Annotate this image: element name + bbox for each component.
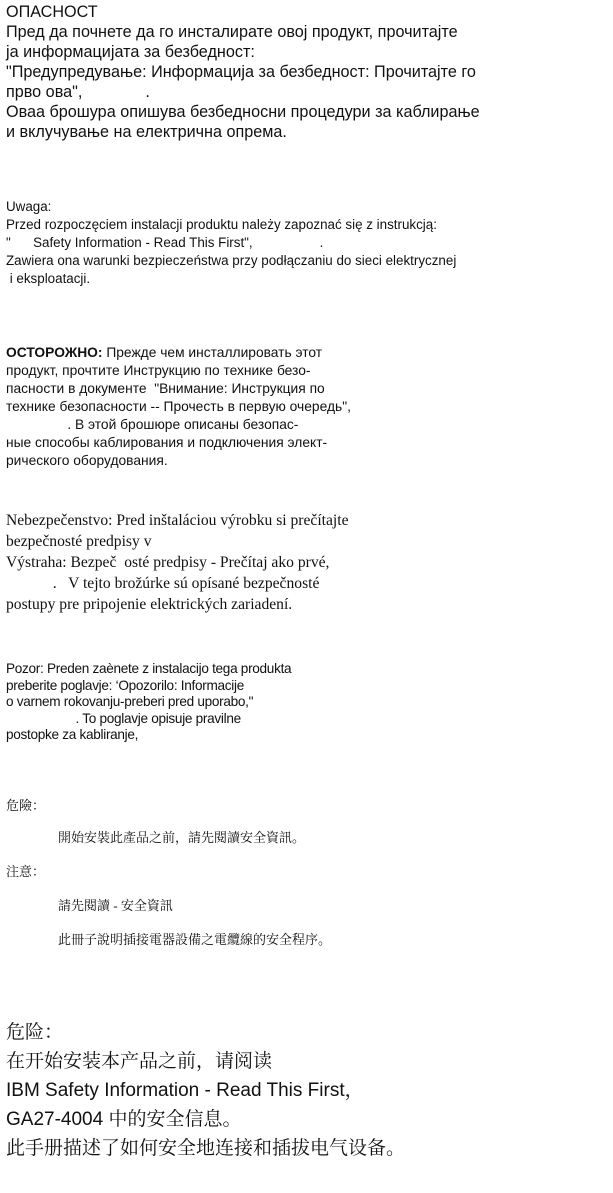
macedonian-line: Оваа брошура опишува безбедносни процедури за каблирање (6, 103, 480, 121)
macedonian-line: и вклучување на електрична опрема. (6, 123, 287, 141)
tc-booklet-text: 此冊子說明插接電器設備之電纜線的安全程序。 (58, 932, 332, 947)
russian-line: . В этой брошюре описаны безопас- (6, 417, 299, 432)
slovak-notice (6, 510, 609, 615)
polish-line: i eksploatacji. (6, 271, 91, 286)
slovenian-notice (6, 661, 609, 744)
polish-line: " Safety Information - Read This First", . (6, 235, 324, 250)
russian-label: ОСТОРОЖНО: (6, 345, 103, 360)
russian-first-line (6, 344, 609, 362)
macedonian-line: ја информацијата за безбедност: (6, 43, 255, 61)
macedonian-line: "Предупредување: Информација за безбедност: Прочитајте го (6, 63, 476, 81)
polish-notice (6, 198, 609, 288)
polish-heading: Uwaga: (6, 199, 52, 214)
russian-notice (6, 344, 609, 470)
tc-danger-text: 開始安裝此產品之前，請先閱讀安全資訊。 (58, 830, 306, 845)
slovenian-line: o varnem rokovanju-preberi pred uporabo," (6, 694, 254, 709)
tc-danger-label: 危險： (6, 798, 46, 813)
macedonian-heading: ОПАСНОСТ (6, 3, 98, 21)
macedonian-line: прво ова", . (6, 83, 150, 101)
russian-first-line-text: Прежде чем инсталлировать этот (102, 345, 323, 360)
slovenian-line: preberite poglavje: ‘Opozorilo: Informacije (6, 677, 244, 693)
russian-line: ные способы каблирования и подключения элект- (6, 435, 328, 450)
tc-caution-label: 注意： (6, 864, 46, 879)
sc-line: 此手册描述了如何安全地连接和插拔电气设备。 (6, 1138, 406, 1159)
russian-line: продукт, прочтите Инструкцию по технике безо- (6, 363, 311, 378)
slovenian-line: Pozor: Preden zaènete z instalacijo tega produkta (6, 661, 292, 676)
sc-line: GA27-4004 中的安全信息。 (6, 1109, 242, 1130)
slovak-line: . V tejto brožúrke sú opísané bezpečnosté (6, 575, 320, 592)
sc-danger-label: 危险： (6, 1022, 64, 1043)
macedonian-notice (6, 2, 609, 142)
slovenian-line: postopke za kabliranje, (6, 727, 139, 742)
polish-line: Przed rozpoczęciem instalacji produktu należy zapoznać się z instrukcją: (6, 217, 437, 232)
russian-line: рического оборудования. (6, 453, 168, 468)
simplified-chinese-notice (6, 1018, 609, 1163)
polish-line: Zawiera ona warunki bezpieczeństwa przy podłączaniu do sieci elektrycznej (6, 253, 457, 268)
slovak-line: bezpečnosté predpisy v (6, 533, 152, 550)
russian-line: пасности в документе "Внимание: Инструкция по (6, 381, 325, 396)
macedonian-line: Пред да почнете да го инсталирате овој продукт, прочитајте (6, 23, 458, 41)
tc-read-text: 請先閱讀 - 安全資訊 (58, 898, 173, 913)
slovenian-line: . To poglavje opisuje pravilne (6, 710, 241, 726)
russian-line: технике безопасности -- Прочесть в первую очередь", (6, 399, 351, 414)
slovak-line: Nebezpečenstvo: Pred inštaláciou výrobku si prečítajte (6, 512, 349, 529)
sc-line: 在开始安装本产品之前，请阅读 (6, 1051, 273, 1072)
slovak-line: postupy pre pripojenie elektrických zariadení. (6, 596, 293, 613)
sc-line: IBM Safety Information - Read This First， (6, 1080, 364, 1101)
slovak-line: Výstraha: Bezpeč osté predpisy - Prečítaj ako prvé, (6, 554, 330, 571)
